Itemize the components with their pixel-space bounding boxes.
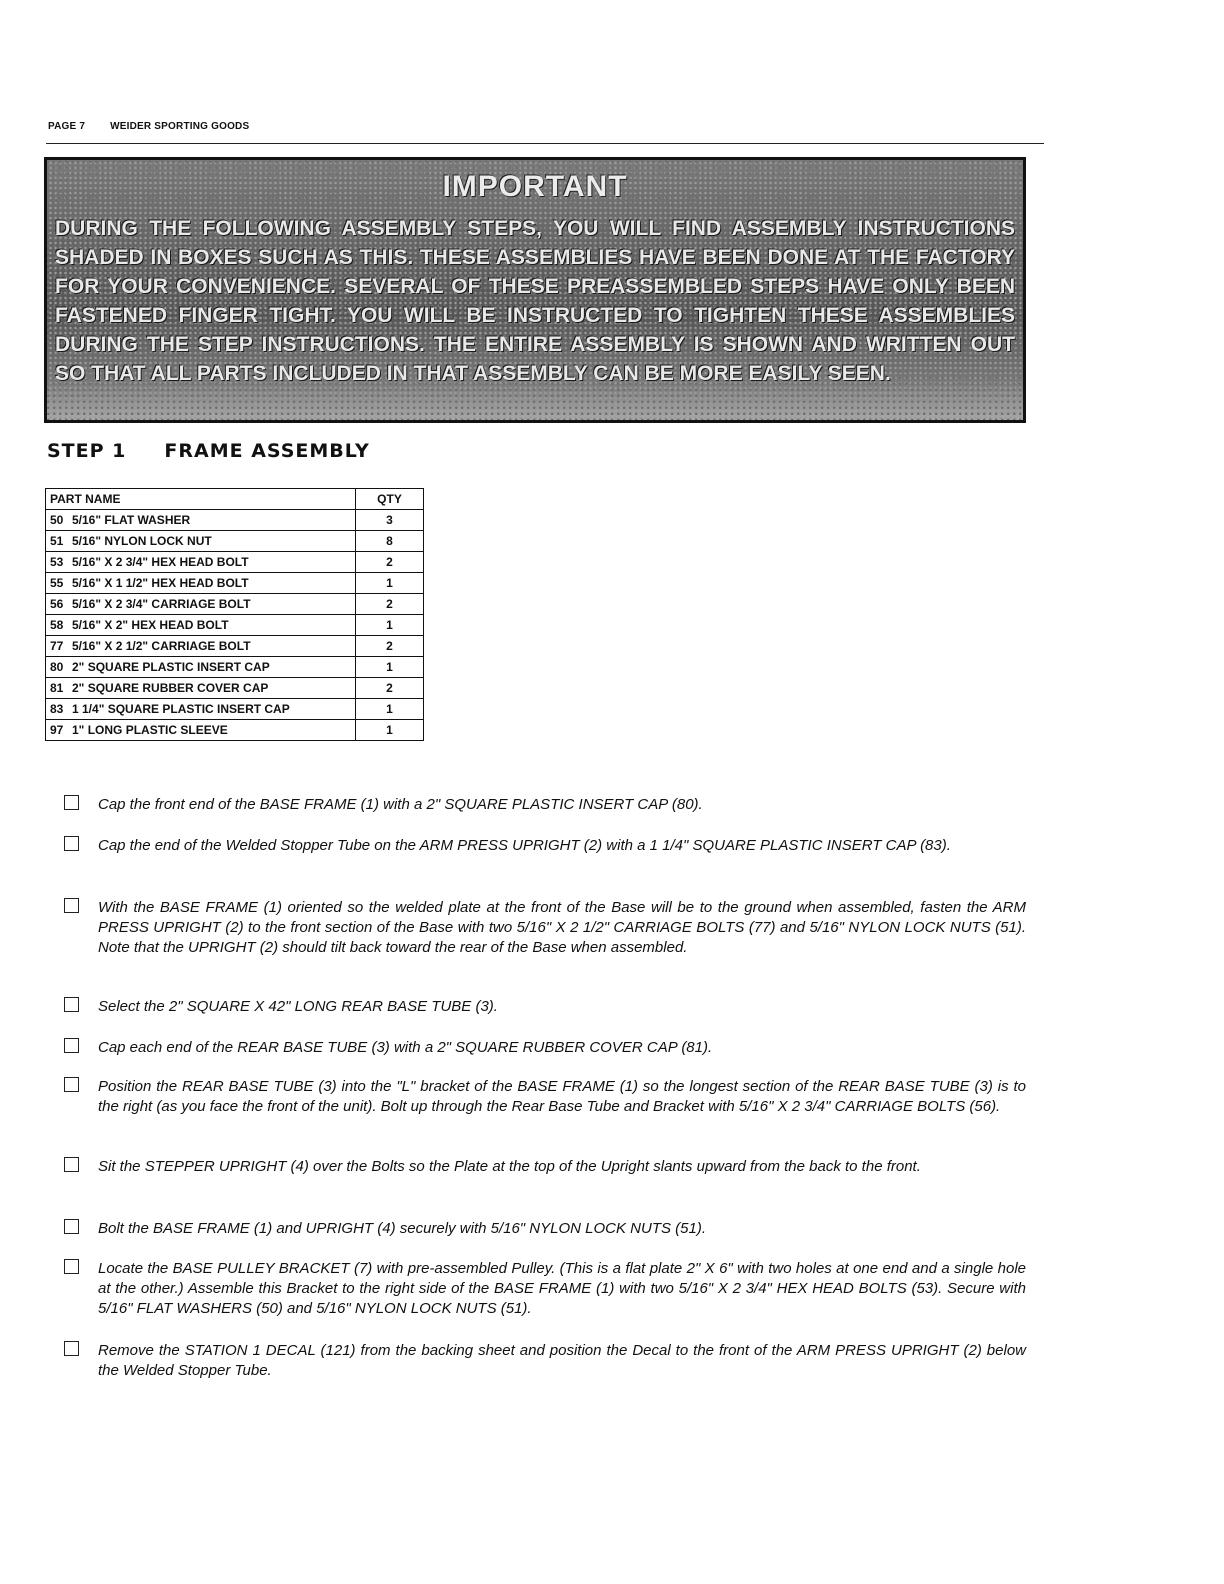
page-number: PAGE 7 <box>48 121 86 132</box>
step-title: FRAME ASSEMBLY <box>164 440 370 462</box>
part-qty: 1 <box>356 657 424 678</box>
instruction-text: Bolt the BASE FRAME (1) and UPRIGHT (4) securely with 5/16" NYLON LOCK NUTS (51). <box>98 1220 707 1237</box>
part-number: 83 <box>50 702 64 716</box>
part-qty: 1 <box>356 699 424 720</box>
company-name: WEIDER SPORTING GOODS <box>110 121 250 132</box>
part-number: 77 <box>50 639 64 653</box>
part-name: 5/16" X 1 1/2" HEX HEAD BOLT <box>72 576 249 590</box>
instruction-text: Select the 2" SQUARE X 42" LONG REAR BASE TUBE (3). <box>98 998 498 1015</box>
instruction-text: Remove the STATION 1 DECAL (121) from the backing sheet and position the Decal to the front of the ARM PRESS UPRIGHT (2) below the Welded Stopper Tube. <box>98 1342 1026 1379</box>
part-number: 56 <box>50 597 64 611</box>
part-name: 1" LONG PLASTIC SLEEVE <box>72 723 228 737</box>
checkbox[interactable] <box>64 1341 79 1356</box>
part-number: 51 <box>50 534 64 548</box>
checkbox[interactable] <box>64 1038 79 1053</box>
important-body: DURING THE FOLLOWING ASSEMBLY STEPS, YOU WILL FIND ASSEMBLY INSTRUCTIONS SHADED IN BOXES SUCH AS THIS. THESE ASSEMBLIES HAVE BEEN DONE AT THE FACTORY FOR YOUR CONVENIENCE. SEVERAL OF THESE PREASSEMBLED STEPS HAVE ONLY BEEN FASTENED FINGER TIGHT. YOU WILL BE INSTRUCTED TO TIGHTEN THESE ASSEMBLIES DURING THE STEP INSTRUCTIONS. THE ENTIRE ASSEMBLY IS SHOWN AND WRITTEN OUT SO THAT ALL PARTS INCLUDED IN THAT ASSEMBLY CAN BE MORE EASILY SEEN. <box>55 217 1015 385</box>
part-qty: 2 <box>356 552 424 573</box>
part-qty: 2 <box>356 594 424 615</box>
table-row <box>46 552 424 573</box>
table-row <box>46 594 424 615</box>
instruction-text: Locate the BASE PULLEY BRACKET (7) with pre-assembled Pulley. (This is a flat plate 2" X 6" with two holes at one end and a single hole at the other.) Assemble this Bracket to the right side of the BASE FRAME (1) with two 5/16" X 2 3/4" HEX HEAD BOLTS (53). Secure with 5/16" FLAT WASHERS (50) and 5/16" NYLON LOCK NUTS (51). <box>98 1260 1026 1317</box>
instruction-text: Position the REAR BASE TUBE (3) into the "L" bracket of the BASE FRAME (1) so the longest section of the REAR BASE TUBE (3) is to the right (as you face the front of the unit). Bolt up through the Rear Base Tube and Bracket with 5/16" X 2 3/4" CARRIAGE BOLTS (56). <box>98 1078 1026 1115</box>
header-rule <box>46 143 1044 144</box>
part-qty: 3 <box>356 510 424 531</box>
part-qty: 1 <box>356 720 424 741</box>
part-number: 80 <box>50 660 64 674</box>
table-row <box>46 510 424 531</box>
checkbox[interactable] <box>64 1259 79 1274</box>
instruction-text: Cap each end of the REAR BASE TUBE (3) with a 2" SQUARE RUBBER COVER CAP (81). <box>98 1039 713 1056</box>
table-row <box>46 720 424 741</box>
checkbox[interactable] <box>64 1219 79 1234</box>
part-number: 81 <box>50 681 64 695</box>
part-qty: 8 <box>356 531 424 552</box>
part-name: 5/16" FLAT WASHER <box>72 513 191 527</box>
part-name: 5/16" X 2 3/4" CARRIAGE BOLT <box>72 597 251 611</box>
qty-header: QTY <box>356 489 424 510</box>
part-name: 5/16" X 2 1/2" CARRIAGE BOLT <box>72 639 251 653</box>
part-qty: 1 <box>356 615 424 636</box>
checkbox[interactable] <box>64 1157 79 1172</box>
table-row <box>46 636 424 657</box>
step-number: STEP 1 <box>47 440 127 462</box>
part-qty: 2 <box>356 678 424 699</box>
part-name: 2" SQUARE RUBBER COVER CAP <box>72 681 269 695</box>
part-number: 50 <box>50 513 64 527</box>
part-number: 53 <box>50 555 64 569</box>
instruction-text: Cap the end of the Welded Stopper Tube on the ARM PRESS UPRIGHT (2) with a 1 1/4" SQUARE PLASTIC INSERT CAP (83). <box>98 837 951 854</box>
checkbox[interactable] <box>64 836 79 851</box>
part-qty: 1 <box>356 573 424 594</box>
part-name: 1 1/4" SQUARE PLASTIC INSERT CAP <box>72 702 290 716</box>
page-header <box>48 121 249 132</box>
table-row <box>46 531 424 552</box>
part-name: 5/16" NYLON LOCK NUT <box>72 534 212 548</box>
instruction-text: With the BASE FRAME (1) oriented so the welded plate at the front of the Base will be to the ground when assembled, fasten the ARM PRESS UPRIGHT (2) to the front section of the Base with two 5/16" X 2 1/2" CARRIAGE BOLTS (77) and 5/16" NYLON LOCK NUTS (51). Note that the UPRIGHT (2) should tilt back toward the rear of the Base when assembled. <box>98 899 1026 956</box>
part-number: 58 <box>50 618 64 632</box>
instruction-text: Sit the STEPPER UPRIGHT (4) over the Bolts so the Plate at the top of the Upright slants upward from the back to the front. <box>98 1158 921 1175</box>
checkbox[interactable] <box>64 997 79 1012</box>
checkbox[interactable] <box>64 1077 79 1092</box>
part-name: 5/16" X 2" HEX HEAD BOLT <box>72 618 229 632</box>
table-row <box>46 573 424 594</box>
important-notice-box <box>44 157 1026 423</box>
checkbox[interactable] <box>64 795 79 810</box>
table-row <box>46 615 424 636</box>
instruction-text: Cap the front end of the BASE FRAME (1) with a 2" SQUARE PLASTIC INSERT CAP (80). <box>98 796 703 813</box>
checkbox[interactable] <box>64 898 79 913</box>
part-name: 2" SQUARE PLASTIC INSERT CAP <box>72 660 270 674</box>
parts-table-header <box>46 489 424 510</box>
part-name-header: PART NAME <box>46 489 356 510</box>
table-row <box>46 657 424 678</box>
table-row <box>46 699 424 720</box>
part-number: 97 <box>50 723 64 737</box>
part-qty: 2 <box>356 636 424 657</box>
part-number: 55 <box>50 576 64 590</box>
important-title: IMPORTANT <box>442 170 628 203</box>
part-name: 5/16" X 2 3/4" HEX HEAD BOLT <box>72 555 249 569</box>
parts-table <box>45 488 424 741</box>
step-heading <box>47 440 370 462</box>
table-row <box>46 678 424 699</box>
